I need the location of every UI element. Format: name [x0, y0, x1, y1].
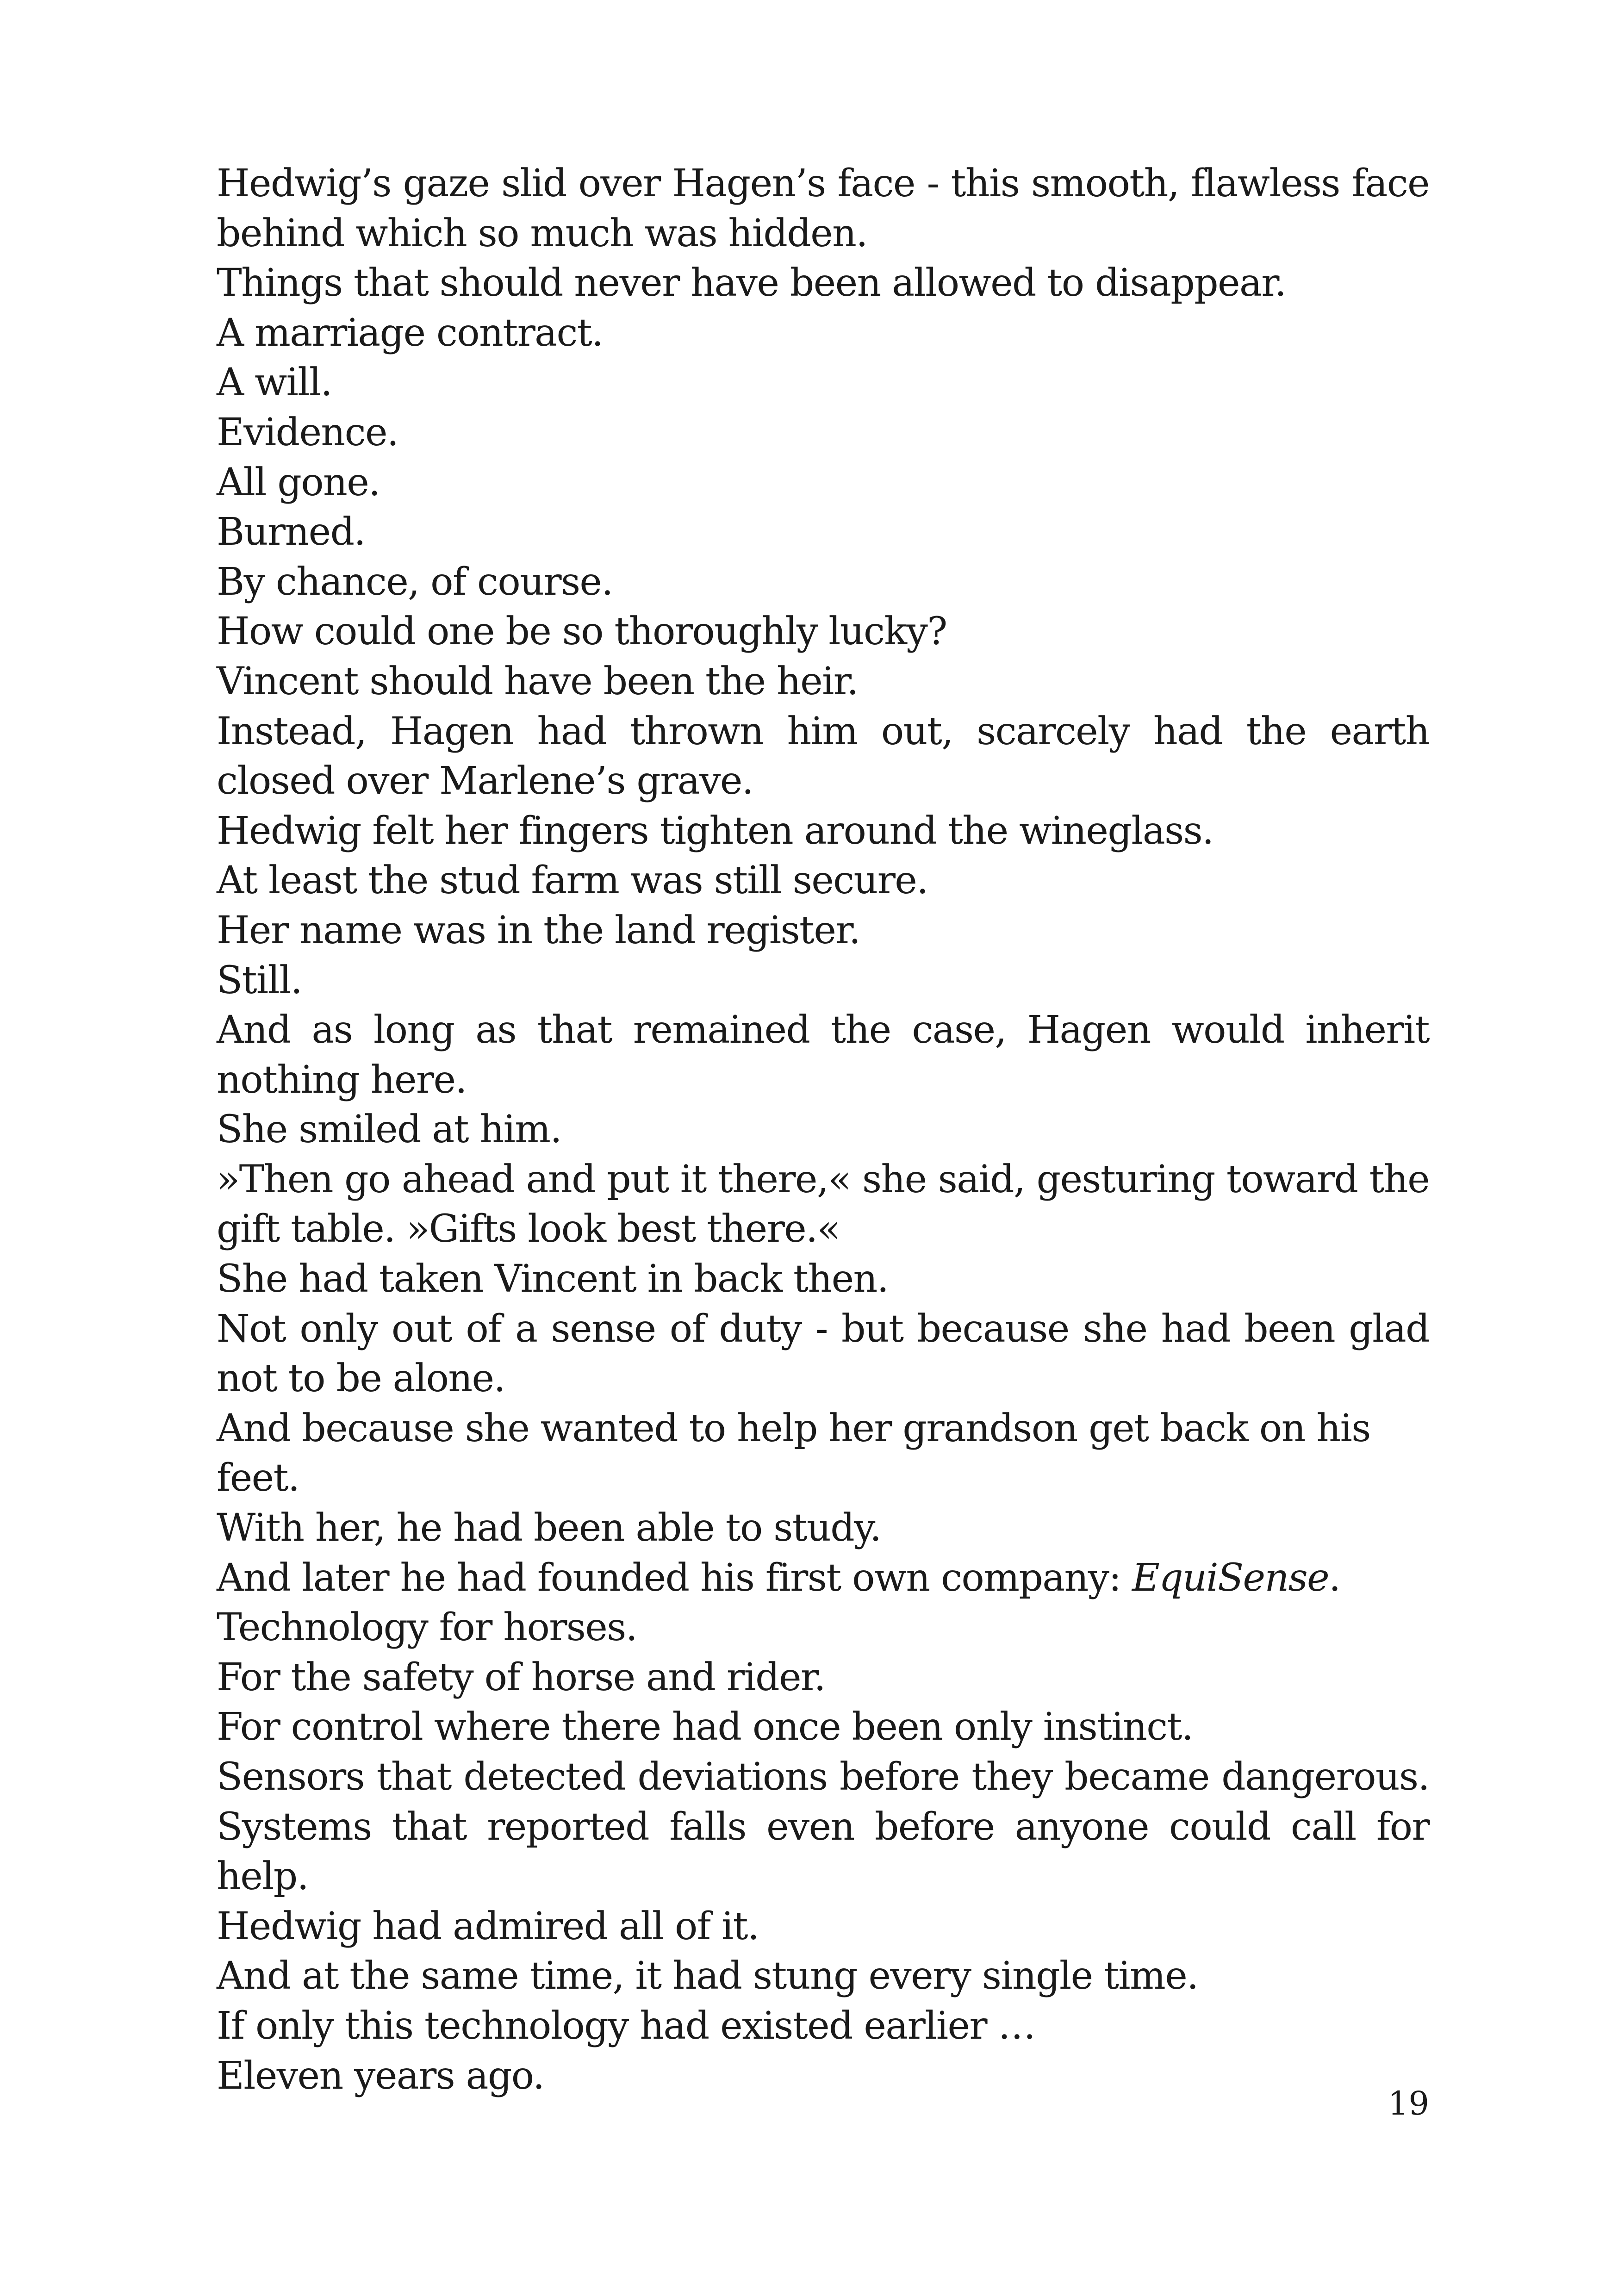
paragraph: By chance, of course.: [217, 560, 613, 604]
paragraph: Evidence.: [217, 410, 398, 454]
paragraph: For control where there had once been only instinct.: [217, 1705, 1193, 1749]
paragraph: A will.: [217, 361, 332, 405]
paragraph: And as long as that remained the case, Hagen would inherit nothing here.: [217, 1008, 1429, 1102]
company-name: EquiSense: [1132, 1556, 1329, 1600]
paragraph: Vincent should have been the heir.: [217, 659, 858, 703]
paragraph: Hedwig’s gaze slid over Hagen’s face - this smooth, flawless face behind which so much was hidden.: [217, 162, 1429, 255]
company-paragraph: [217, 1553, 1429, 1603]
paragraph: And at the same time, it had stung every single time.: [217, 1954, 1198, 1998]
paragraph: Instead, Hagen had thrown him out, scarcely had the earth closed over Marlene’s grave.: [217, 709, 1429, 803]
paragraph: She smiled at him.: [217, 1108, 561, 1152]
paragraph: Her name was in the land register.: [217, 908, 860, 952]
paragraph: All gone.: [217, 460, 380, 504]
paragraph: If only this technology had existed earlier …: [217, 2004, 1035, 2048]
paragraph: And because she wanted to help her grandson get back on his feet.: [217, 1406, 1370, 1500]
paragraph: »Then go ahead and put it there,« she said, gesturing toward the gift table. »Gifts look best there.«: [217, 1157, 1429, 1251]
paragraph: Technology for horses.: [217, 1605, 637, 1650]
body-text: [217, 159, 1429, 2101]
paragraph: How could one be so thoroughly lucky?: [217, 610, 947, 654]
paragraph: Things that should never have been allowed to disappear.: [217, 261, 1286, 305]
paragraph: For the safety of horse and rider.: [217, 1655, 825, 1699]
paragraph: With her, he had been able to study.: [217, 1506, 881, 1550]
paragraph: Hedwig had admired all of it.: [217, 1904, 759, 1948]
paragraph: Not only out of a sense of duty - but because she had been glad not to be alone.: [217, 1307, 1429, 1401]
paragraph: At least the stud farm was still secure.: [217, 859, 928, 903]
paragraph: Sensors that detected deviations before they became dangerous. Systems that reported falls even before anyone could call for help.: [217, 1755, 1429, 1899]
company-line-suffix: .: [1329, 1556, 1340, 1600]
paragraph: Eleven years ago.: [217, 2053, 544, 2098]
page-number: 19: [1388, 2084, 1429, 2122]
paragraph: Burned.: [217, 510, 365, 554]
paragraph: Hedwig felt her fingers tighten around the wineglass.: [217, 809, 1214, 853]
paragraph: A marriage contract.: [217, 311, 603, 355]
paragraph: She had taken Vincent in back then.: [217, 1257, 889, 1301]
paragraph: Still.: [217, 958, 302, 1002]
company-line-prefix: And later he had founded his first own company:: [217, 1556, 1132, 1600]
